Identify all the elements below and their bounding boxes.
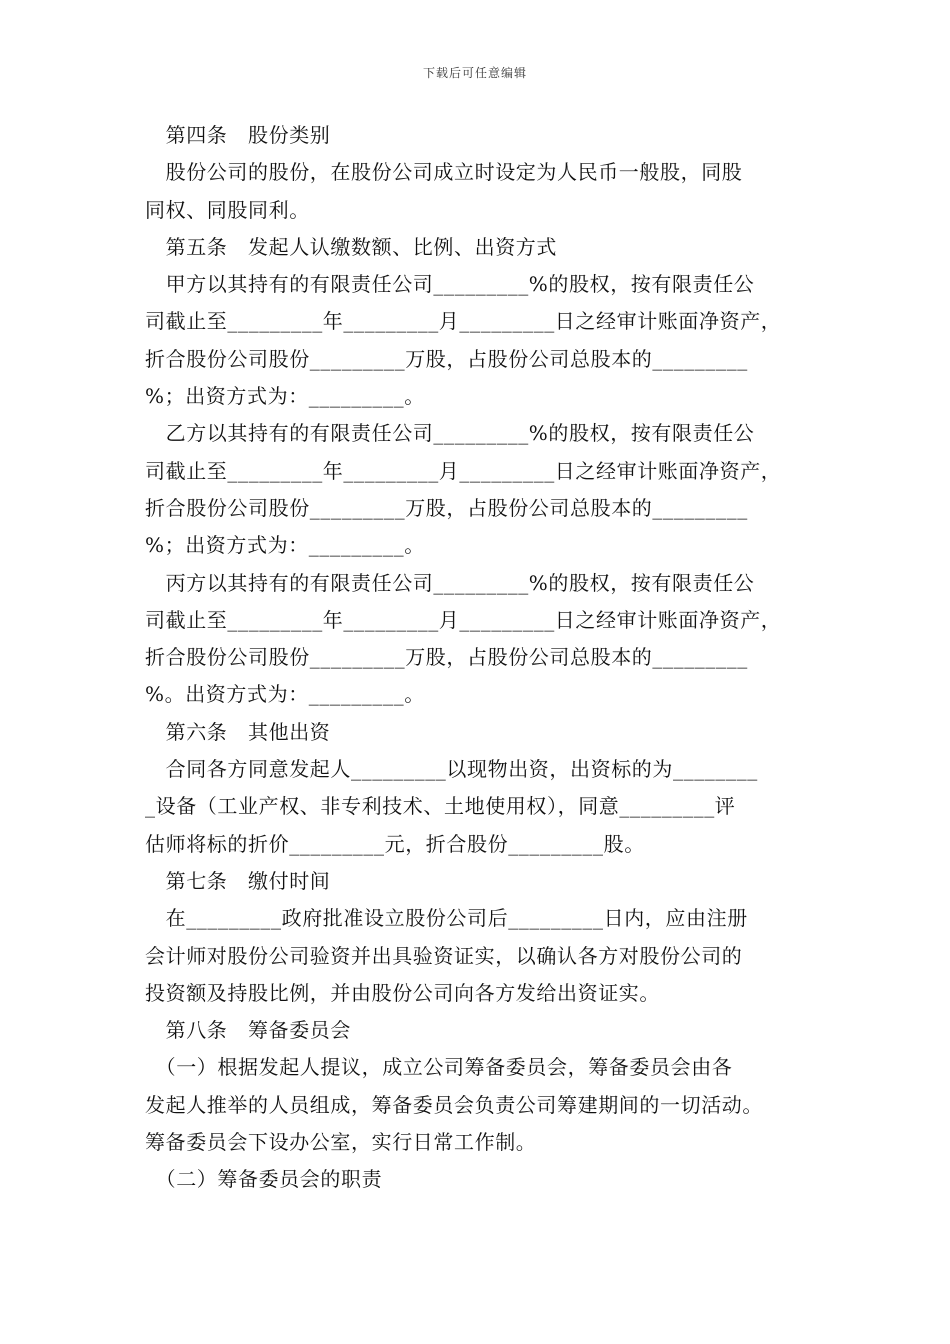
text-line: （二）筹备委员会的职责 xyxy=(145,1167,383,1192)
document-body xyxy=(145,117,810,1199)
text-line: 第六条 其他出资 xyxy=(145,719,331,744)
text-line: 第七条 缴付时间 xyxy=(145,868,331,893)
text-line: %；出资方式为：_________。 xyxy=(145,533,425,558)
text-line: _设备（工业产权、非专利技术、土地使用权），同意_________评 xyxy=(145,794,736,819)
text-line: 第四条 股份类别 xyxy=(145,123,331,147)
text-line: （一）根据发起人提议，成立公司筹备委员会，筹备委员会由各 xyxy=(145,1055,733,1080)
text-line: 丙方以其持有的有限责任公司_________%的股权，按有限责任公 xyxy=(145,570,755,595)
text-line: 司截止至_________年_________月_________日之经审计账面净资产， xyxy=(145,458,782,483)
page-header-note: 下载后可任意编辑 xyxy=(422,66,527,80)
text-line: 在_________政府批准设立股份公司后_________日内，应由注册 xyxy=(145,906,748,931)
text-line: 会计师对股份公司验资并出具验资证实，以确认各方对股份公司的 xyxy=(145,943,743,968)
text-line: 投资额及持股比例，并由股份公司向各方发给出资证实。 xyxy=(145,980,660,1005)
text-line: %。出资方式为：_________。 xyxy=(145,682,425,707)
text-line: 司截止至_________年_________月_________日之经审计账面净资产， xyxy=(145,607,782,632)
text-line: 发起人推举的人员组成，筹备委员会负责公司筹建期间的一切活动。 xyxy=(145,1092,763,1117)
text-line: 第八条 筹备委员会 xyxy=(145,1018,351,1043)
text-line: 估师将标的折价_________元，折合股份_________股。 xyxy=(145,831,645,856)
text-line: 折合股份公司股份_________万股，占股份公司总股本的_________ xyxy=(145,346,748,371)
text-line: 司截止至_________年_________月_________日之经审计账面净资产， xyxy=(145,309,782,334)
text-line: 同权、同股同利。 xyxy=(145,197,310,222)
text-line: 合同各方同意发起人_________以现物出资，出资标的为________ xyxy=(145,757,758,782)
text-line: 乙方以其持有的有限责任公司_________%的股权，按有限责任公 xyxy=(145,421,755,446)
text-line: 甲方以其持有的有限责任公司_________%的股权，按有限责任公 xyxy=(145,272,755,297)
text-line: 第五条 发起人认缴数额、比例、出资方式 xyxy=(145,234,557,259)
text-line: %；出资方式为：_________。 xyxy=(145,384,425,409)
text-line: 折合股份公司股份_________万股，占股份公司总股本的_________ xyxy=(145,495,748,520)
text-line: 折合股份公司股份_________万股，占股份公司总股本的_________ xyxy=(145,645,748,670)
text-line: 筹备委员会下设办公室，实行日常工作制。 xyxy=(145,1130,537,1155)
text-line: 股份公司的股份，在股份公司成立时设定为人民币一般股，同股 xyxy=(145,160,743,185)
